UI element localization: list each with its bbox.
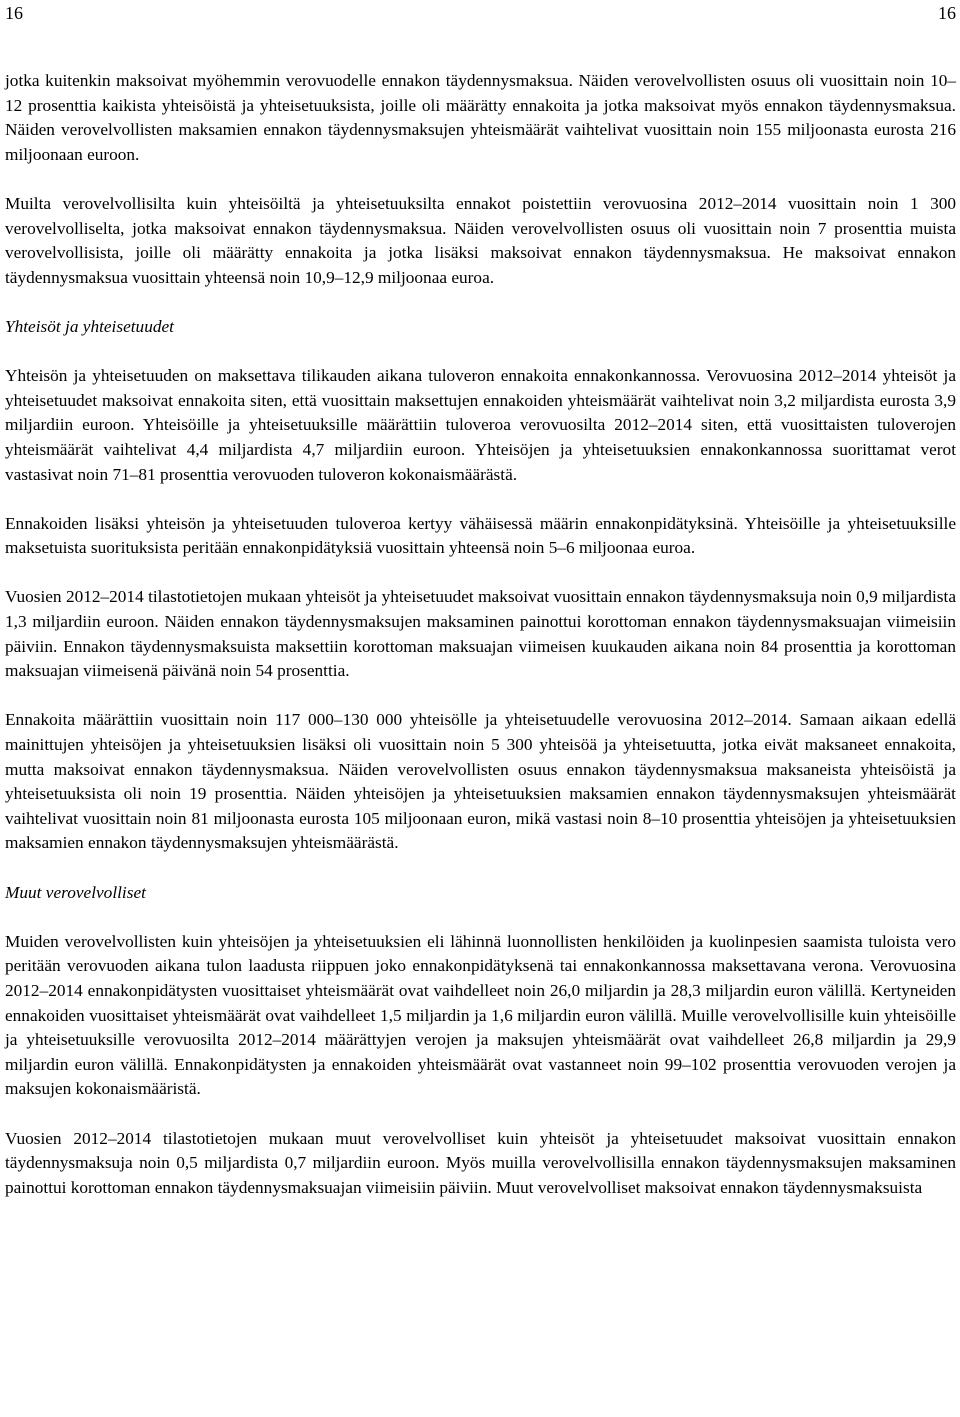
paragraph-other-taxpayers-supplementary: Vuosien 2012–2014 tilastotietojen mukaan muut verovelvolliset kuin yhteisöt ja yhteisetuudet maksoivat vuosittain ennakon täydennysmaksuja noin 0,5 miljardista 0,7 miljardiin euroon. Myös muilla verovelvollisilla ennakon täydennysmaksujen maksaminen painottui korottoman ennakon täydennysmaksuajan viimeisiin päiviin. Muut verovelvolliset maksoivat ennakon täydennysmaksuista xyxy=(5,1128,956,1197)
paragraph-withholding: Ennakoiden lisäksi yhteisön ja yhteisetuuden tuloveroa kertyy vähäisessä määrin ennakonpidätyksinä. Yhteisöille ja yhteisetuuksille maksetuista suorituksista peritään ennakonpidätyksiä vuosittain yhteensä noin 5–6 miljoonaa euroa. xyxy=(5,513,956,558)
section-heading-entities: Yhteisöt ja yhteisetuudet xyxy=(5,316,174,336)
paragraph-continued: jotka kuitenkin maksoivat myöhemmin verovuodelle ennakon täydennysmaksua. Näiden verovelvollisten osuus oli vuosittain noin 10–12 prosenttia kaikista yhteisöistä ja yhteisetuuksista, joille oli määrätty ennakoita ja jotka maksoivat myös ennakon täydennysmaksua. Näiden verovelvollisten maksamien ennakon täydennysmaksujen yhteismäärät vaihtelivat vuosittain noin 155 miljoonasta eurosta 216 miljoonaan euroon. xyxy=(5,71,956,164)
document-body xyxy=(5,69,956,1225)
page-number-left: 16 xyxy=(5,3,23,23)
paragraph-prepayment-counts: Ennakoita määrättiin vuosittain noin 117 000–130 000 yhteisölle ja yhteisetuudelle verovuosina 2012–2014. Samaan aikaan edellä mainittujen yhteisöjen ja yhteisetuuksien lisäksi oli vuosittain noin 5 300 yhteisöä ja yhteisetuutta, jotka eivät maksaneet ennakoita, mutta maksoivat ennakon täydennysmaksua. Näiden verovelvollisten osuus ennakon täydennysmaksua maksaneista yhteisöistä ja yhteisetuuksista oli noin 19 prosenttia. Näiden yhteisöjen ja yhteisetuuksien maksamien ennakon täydennysmaksujen yhteismäärät vaihtelivat vuosittain noin 81 miljoonasta eurosta 105 miljoonaan euron, mikä vastasi noin 8–10 prosenttia yhteisöjen ja yhteisetuuksien maksamien ennakon täydennysmaksujen yhteismäärästä. xyxy=(5,710,956,853)
paragraph-other-taxpayers-prepayments: Muilta verovelvollisilta kuin yhteisöiltä ja yhteisetuuksilta ennakot poistettiin verovuosina 2012–2014 vuosittain noin 1 300 verovelvolliselta, jotka maksoivat ennakon täydennysmaksua. Näiden verovelvollisten osuus oli vuosittain noin 7 prosenttia muista verovelvollisista, joille oli määrätty ennakoita ja jotka lisäksi maksoivat ennakon täydennysmaksua. He maksoivat ennakon täydennysmaksua vuosittain yhteensä noin 10,9–12,9 miljoonaa euroa. xyxy=(5,193,956,287)
page-number-right: 16 xyxy=(938,3,956,23)
paragraph-supplementary-payments: Vuosien 2012–2014 tilastotietojen mukaan yhteisöt ja yhteisetuudet maksoivat vuosittain ennakon täydennysmaksuja noin 0,9 miljardista 1,3 miljardiin euroon. Näiden ennakon täydennysmaksujen maksaminen painottui korottoman ennakon täydennysmaksuajan viimeisiin päiviin. Ennakon täydennysmaksuista maksettiin korottoman maksuajan viimeisen kuukauden aikana noin 84 prosenttia ja korottoman maksuajan viimeisenä päivänä noin 54 prosenttia. xyxy=(5,587,956,681)
paragraph-entities-prepayments: Yhteisön ja yhteisetuuden on maksettava tilikauden aikana tuloveron ennakoita ennakonkannossa. Verovuosina 2012–2014 yhteisöt ja yhteisetuudet maksoivat ennakoita siten, että vuosittain maksettujen ennakoiden yhteismäärät vaihtelivat noin 3,2 miljardista eurosta 3,9 miljardiin euroon. Yhteisöille ja yhteisetuuksille määrättiin tuloveroa verovuosilta 2012–2014 siten, että vuosittaisten tuloverojen yhteismäärät vaihtelivat 4,4 miljardista 4,7 miljardiin euroon. Yhteisöjen ja yhteisetuuksien ennakonkannossa suorittamat verot vastasivat noin 71–81 prosenttia verovuoden tuloveron kokonaismäärästä. xyxy=(5,366,956,484)
section-heading-other-taxpayers: Muut verovelvolliset xyxy=(5,882,146,902)
paragraph-other-taxpayers-withholding: Muiden verovelvollisten kuin yhteisöjen ja yhteisetuuksien eli lähinnä luonnollisten henkilöiden ja kuolinpesien saamista tuloista vero peritään verovuoden aikana tulon laadusta riippuen joko ennakonpidätyksenä tai ennakonkannossa maksettavana verona. Verovuosina 2012–2014 ennakonpidätysten vuosittaiset yhteismäärät ovat vaihdelleet noin 26,0 miljardin ja 28,3 miljardin euron välillä. Kertyneiden ennakoiden vuosittaiset yhteismäärät ovat vaihdelleet 1,5 miljardin ja 1,6 miljardin euron välillä. Muille verovelvollisille kuin yhteisöille ja yhteisetuuksille verovuosilta 2012–2014 määrättyjen verojen ja maksujen yhteismäärät ovat vaihdelleet 26,8 miljardin ja 29,9 miljardin euron välillä. Ennakonpidätysten ja ennakoiden yhteismäärät ovat vastanneet noin 99–102 prosenttia verovuoden verojen ja maksujen kokonaismääristä. xyxy=(5,931,956,1099)
